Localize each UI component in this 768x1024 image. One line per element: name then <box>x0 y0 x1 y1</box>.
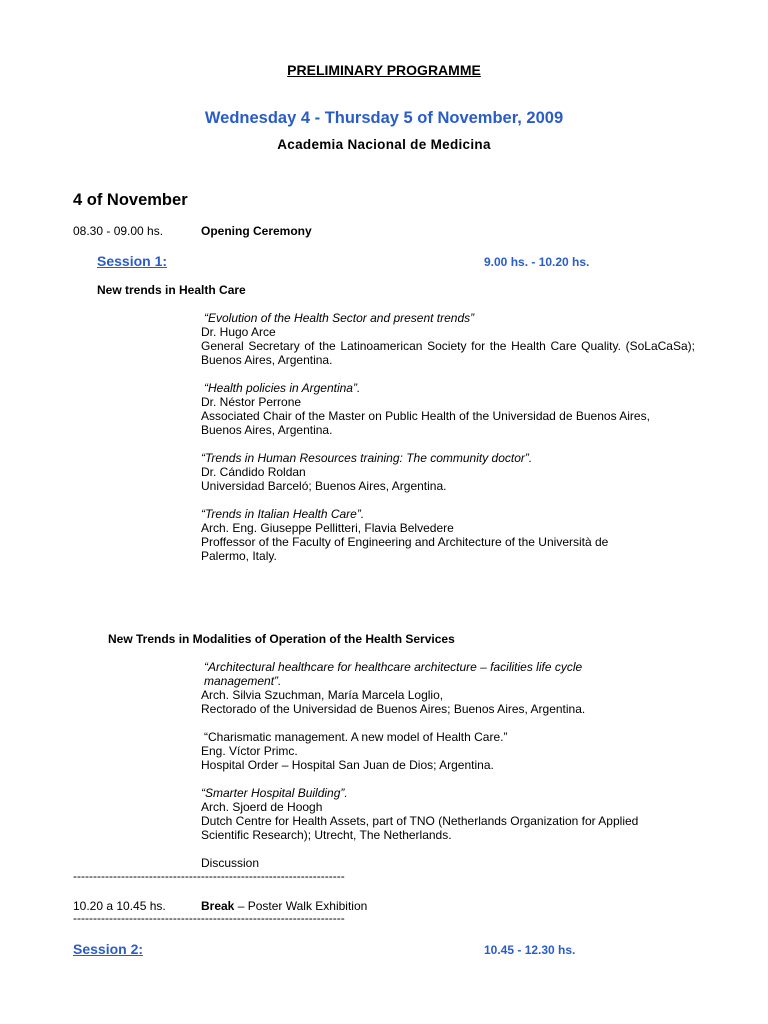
talk-item <box>201 507 695 563</box>
session-2-time: 10.45 - 12.30 hs. <box>484 943 576 957</box>
talk-affiliation: Associated Chair of the Master on Public Health of the Universidad de Buenos Aires, Buenos Aires, Argentina. <box>201 409 650 437</box>
talk-title: “Health policies in Argentina”. <box>204 381 361 395</box>
page-title: PRELIMINARY PROGRAMME <box>287 62 481 78</box>
opening-label: Opening Ceremony <box>201 224 312 238</box>
event-venue: Academia Nacional de Medicina <box>277 137 491 152</box>
talk-speaker: Arch. Eng. Giuseppe Pellitteri, Flavia Belvedere <box>201 521 454 535</box>
separator-line: -------------------------------------------------------------------- <box>73 911 345 925</box>
talk-speaker: Dr. Cándido Roldan <box>201 465 306 479</box>
talk-affiliation: Hospital Order – Hospital San Juan de Dios; Argentina. <box>201 758 494 772</box>
talk-speaker: Arch. Silvia Szuchman, María Marcela Loglio, <box>201 688 444 702</box>
talk-title: “Trends in Italian Health Care”. <box>201 507 365 521</box>
session-1-label: Session 1: <box>97 253 168 269</box>
opening-time: 08.30 - 09.00 hs. <box>73 224 164 238</box>
separator-line: -------------------------------------------------------------------- <box>73 869 345 883</box>
talk-affiliation: Universidad Barceló; Buenos Aires, Argentina. <box>201 479 447 493</box>
talk-speaker: Eng. Víctor Primc. <box>201 744 298 758</box>
talk-speaker: Arch. Sjoerd de Hoogh <box>201 800 323 814</box>
topic-2-title: New Trends in Modalities of Operation of the Health Services <box>108 632 455 646</box>
talk-item <box>201 381 695 437</box>
talk-speaker: Dr. Néstor Perrone <box>201 395 302 409</box>
talk-title: “Trends in Human Resources training: The community doctor”. <box>201 451 533 465</box>
break-label: Break <box>201 899 235 913</box>
talk-item <box>201 660 695 716</box>
topic-2-talks <box>201 660 695 870</box>
session-1-time: 9.00 hs. - 10.20 hs. <box>484 255 590 269</box>
talk-affiliation: Proffessor of the Faculty of Engineering and Architecture of the Università de Palermo, Italy. <box>201 535 609 563</box>
break-time: 10.20 a 10.45 hs. <box>73 899 166 913</box>
discussion-label: Discussion <box>201 856 260 870</box>
talk-item <box>201 730 695 772</box>
talk-affiliation: General Secretary of the Latinoamerican Society for the Health Care Quality. (SoLaCaSa); Buenos Aires, Argentina. <box>201 339 695 367</box>
talk-title: “Architectural healthcare for healthcare architecture – facilities life cycle management”. <box>204 660 583 688</box>
break-detail: – Poster Walk Exhibition <box>234 899 368 913</box>
talk-item <box>201 786 695 842</box>
topic-1-title: New trends in Health Care <box>97 283 246 297</box>
talk-title: “Smarter Hospital Building”. <box>201 786 348 800</box>
session-2-label: Session 2: <box>73 941 144 957</box>
topic-1-talks <box>201 311 695 577</box>
talk-title: “Charismatic management. A new model of Health Care.” <box>204 730 508 744</box>
talk-speaker: Dr. Hugo Arce <box>201 325 276 339</box>
talk-affiliation: Dutch Centre for Health Assets, part of TNO (Netherlands Organization for Applied Scientific Research); Utrecht, The Netherlands. <box>201 814 639 842</box>
talk-title: “Evolution of the Health Sector and present trends” <box>204 311 475 325</box>
day-heading: 4 of November <box>73 191 188 209</box>
event-dates: Wednesday 4 - Thursday 5 of November, 2009 <box>204 109 564 127</box>
talk-item <box>201 451 695 493</box>
talk-item <box>201 311 695 367</box>
talk-affiliation: Rectorado of the Universidad de Buenos Aires; Buenos Aires, Argentina. <box>201 702 586 716</box>
